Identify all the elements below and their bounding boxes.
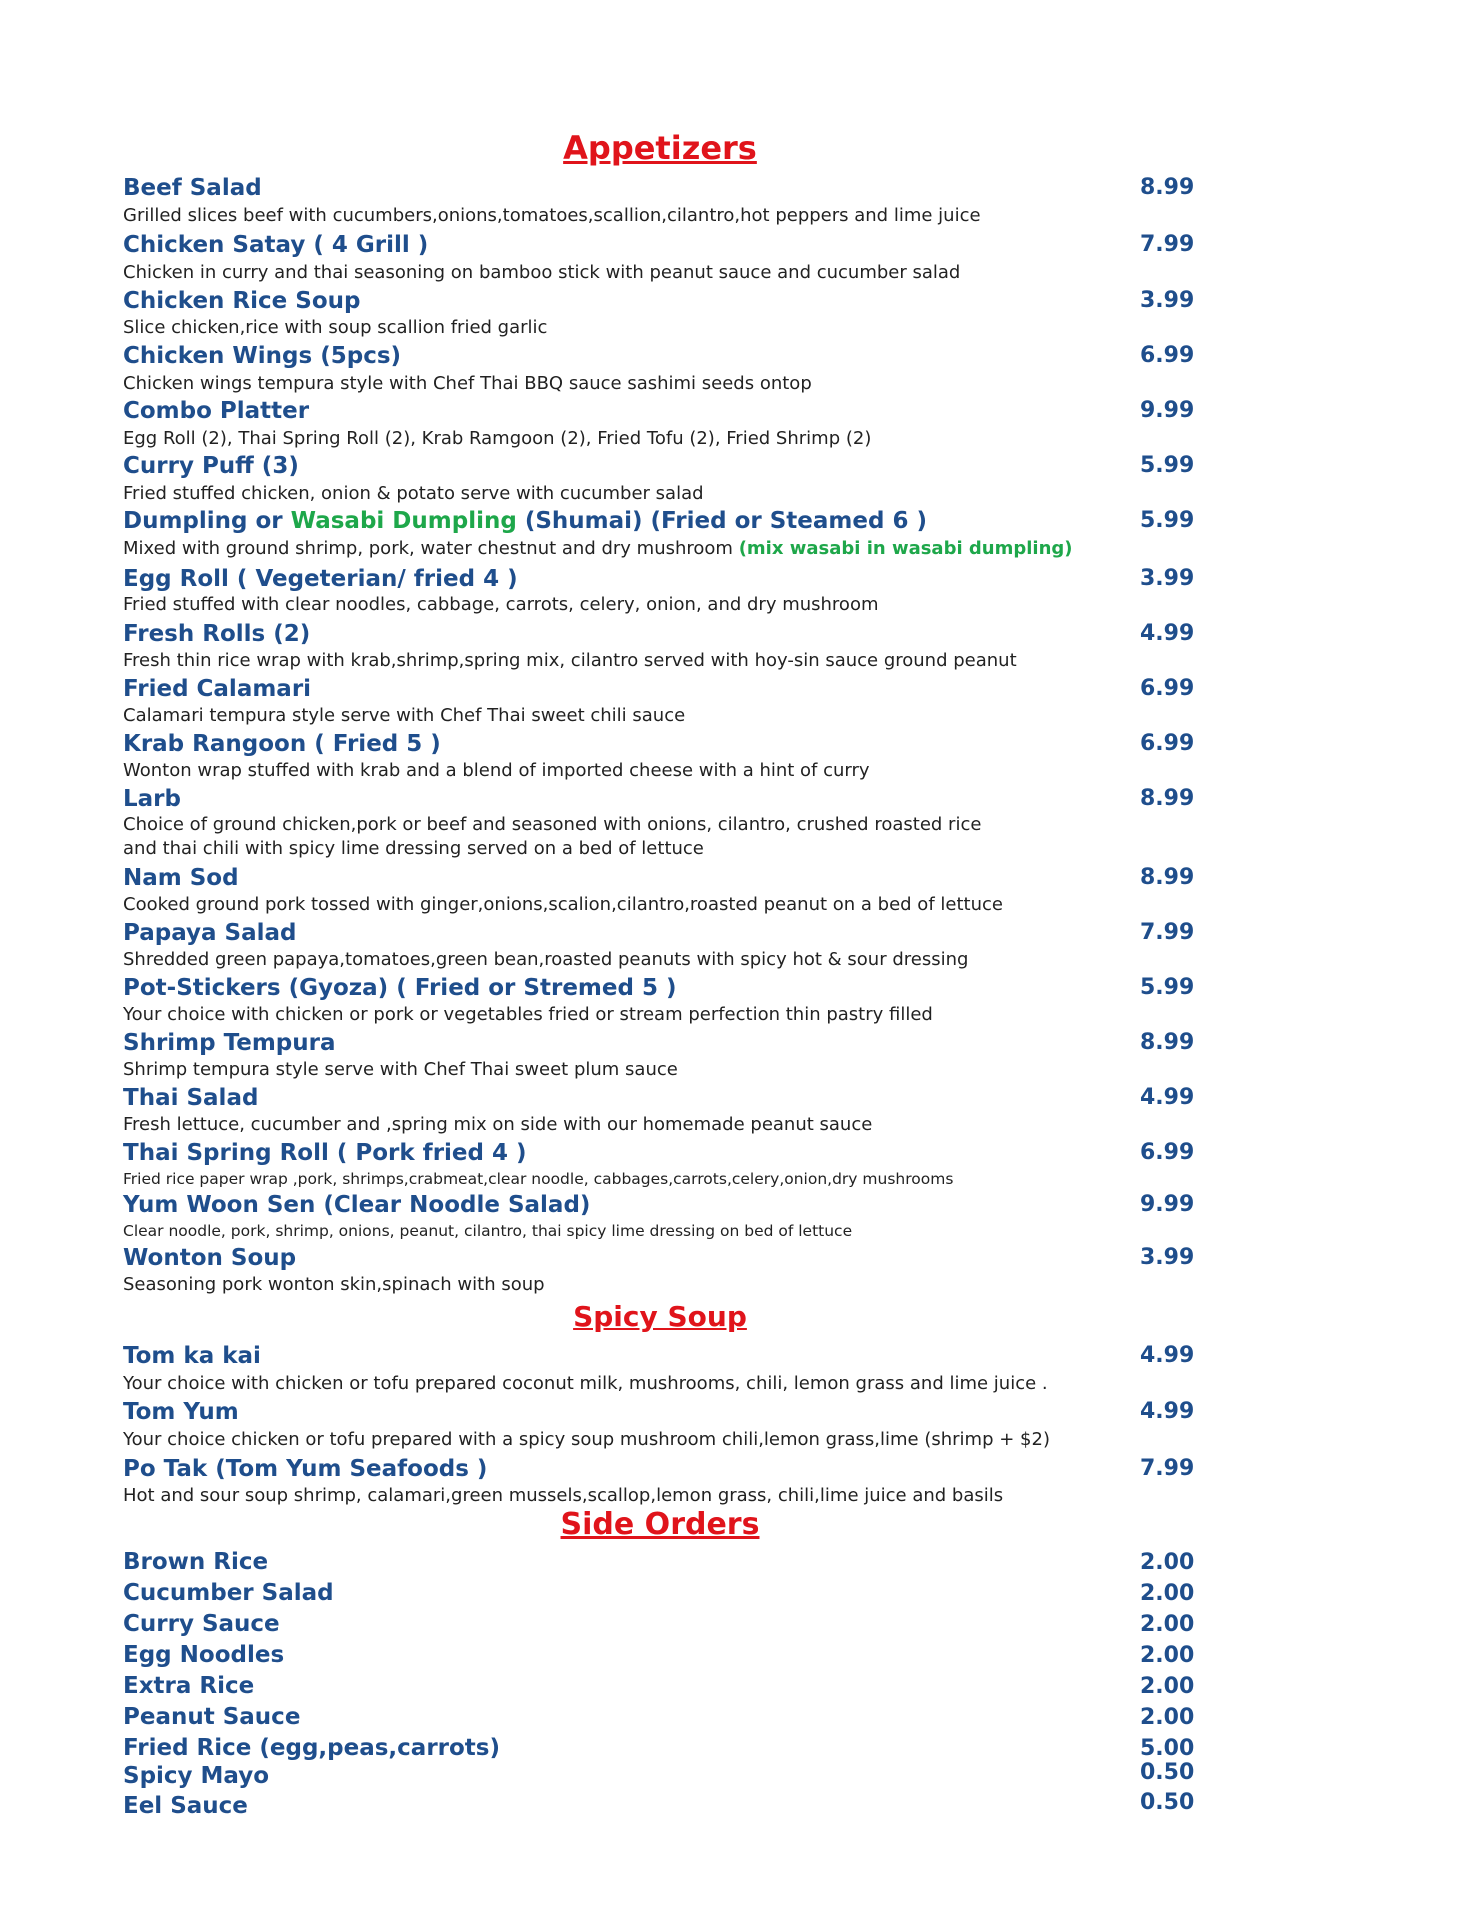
item-price: 2.00 [1140,1581,1195,1606]
item-name: Eel Sauce [123,1793,248,1819]
item-description: Calamari tempura style serve with Chef Thai sweet chili sauce [123,705,686,726]
item-description-highlight: (mix wasabi in wasabi dumpling) [738,538,1073,559]
item-name: Peanut Sauce [123,1704,301,1730]
section-heading-spicy-soup: Spicy Soup [573,1300,747,1333]
item-name: Wonton Soup [123,1245,297,1271]
item-name: Tom ka kai [123,1343,261,1369]
item-price: 4.99 [1140,621,1195,646]
item-description: and thai chili with spicy lime dressing served on a bed of lettuce [123,838,704,859]
item-description: Chicken in curry and thai seasoning on bamboo stick with peanut sauce and cucumber salad [123,262,961,283]
item-price: 6.99 [1140,1140,1195,1165]
section-heading-side-orders: Side Orders [560,1507,760,1542]
item-name-part: Dumpling or [123,508,283,534]
item-name: Tom Yum [123,1399,239,1425]
item-name: Nam Sod [123,865,239,891]
item-name: Combo Platter [123,398,310,424]
item-description: Wonton wrap stuffed with krab and a blend of imported cheese with a hint of curry [123,760,870,781]
item-price: 5.99 [1140,975,1195,1000]
item-name: Krab Rangoon ( Fried 5 ) [123,731,441,757]
item-description: Fresh lettuce, cucumber and ,spring mix on side with our homemade peanut sauce [123,1114,873,1135]
item-price: 9.99 [1140,398,1195,423]
item-price: 8.99 [1140,865,1195,890]
item-description: Your choice with chicken or pork or vegetables fried or stream perfection thin pastry filled [123,1004,933,1025]
item-description: Slice chicken,rice with soup scallion fried garlic [123,317,548,338]
item-name: Yum Woon Sen (Clear Noodle Salad) [123,1192,591,1218]
item-price: 9.99 [1140,1192,1195,1217]
item-description-part: Mixed with ground shrimp, pork, water chestnut and dry mushroom [123,538,733,559]
item-price: 5.00 [1140,1736,1195,1761]
item-price: 7.99 [1140,232,1195,257]
item-description: Hot and sour soup shrimp, calamari,green mussels,scallop,lemon grass, chili,lime juice and basils [123,1485,1004,1506]
item-name: Chicken Satay ( 4 Grill ) [123,232,429,258]
item-description: Fried stuffed chicken, onion & potato serve with cucumber salad [123,483,704,504]
item-name: Chicken Wings (5pcs) [123,343,402,369]
item-name-part: (Shumai) (Fried or Steamed 6 ) [524,508,927,534]
item-price: 2.00 [1140,1643,1195,1668]
item-name: Brown Rice [123,1549,269,1575]
item-price: 8.99 [1140,786,1195,811]
item-price: 2.00 [1140,1705,1195,1730]
item-name: Thai Salad [123,1085,259,1111]
item-price: 2.00 [1140,1550,1195,1575]
item-description: Clear noodle, pork, shrimp, onions, peanut, cilantro, thai spicy lime dressing on bed of lettuce [123,1222,853,1240]
item-name: Egg Roll ( Vegeterian/ fried 4 ) [123,566,518,592]
item-price: 2.00 [1140,1612,1195,1637]
item-name: Thai Spring Roll ( Pork fried 4 ) [123,1140,527,1166]
item-description: Fried rice paper wrap ,pork, shrimps,crabmeat,clear noodle, cabbages,carrots,celery,onion,dry mushrooms [123,1170,954,1188]
item-name: Spicy Mayo [123,1763,270,1789]
item-price: 4.99 [1140,1343,1195,1368]
item-name: Egg Noodles [123,1642,285,1668]
item-price: 7.99 [1140,920,1195,945]
item-price: 5.99 [1140,453,1195,478]
item-name: Cucumber Salad [123,1580,334,1606]
item-description: Fried stuffed with clear noodles, cabbage, carrots, celery, onion, and dry mushroom [123,594,879,615]
item-price: 0.50 [1140,1760,1195,1785]
item-name: Beef Salad [123,175,262,201]
item-name: Curry Puff (3) [123,453,299,479]
item-description: Grilled slices beef with cucumbers,onions,tomatoes,scallion,cilantro,hot peppers and lime juice [123,205,981,226]
item-name: Fresh Rolls (2) [123,621,311,647]
item-name: Shrimp Tempura [123,1030,336,1056]
item-name-highlight: Wasabi Dumpling [290,508,517,534]
item-price: 3.99 [1140,566,1195,591]
section-heading-appetizers: Appetizers [563,129,757,167]
item-price: 4.99 [1140,1399,1195,1424]
item-description [123,537,1073,561]
item-name: Fried Calamari [123,676,312,702]
item-price: 0.50 [1140,1790,1195,1815]
item-price: 6.99 [1140,676,1195,701]
item-name: Po Tak (Tom Yum Seafoods ) [123,1456,488,1482]
item-description: Egg Roll (2), Thai Spring Roll (2), Krab Ramgoon (2), Fried Tofu (2), Fried Shrimp (2) [123,428,872,449]
item-description: Fresh thin rice wrap with krab,shrimp,spring mix, cilantro served with hoy-sin sauce ground peanut [123,650,1017,671]
item-name: Larb [123,786,181,812]
item-name: Fried Rice (egg,peas,carrots) [123,1735,500,1761]
item-description: Your choice chicken or tofu prepared with a spicy soup mushroom chili,lemon grass,lime (shrimp + $2) [123,1429,1050,1450]
item-name: Papaya Salad [123,920,297,946]
item-name: Curry Sauce [123,1611,280,1637]
item-description: Shredded green papaya,tomatoes,green bean,roasted peanuts with spicy hot & sour dressing [123,949,969,970]
item-price: 8.99 [1140,175,1195,200]
item-description: Shrimp tempura style serve with Chef Thai sweet plum sauce [123,1059,678,1080]
item-price: 7.99 [1140,1456,1195,1481]
item-name: Extra Rice [123,1673,255,1699]
item-price: 4.99 [1140,1085,1195,1110]
item-description: Chicken wings tempura style with Chef Thai BBQ sauce sashimi seeds ontop [123,373,812,394]
item-price: 6.99 [1140,731,1195,756]
item-name: Chicken Rice Soup [123,288,361,314]
item-description: Your choice with chicken or tofu prepared coconut milk, mushrooms, chili, lemon grass and lime juice . [123,1373,1048,1394]
item-description: Cooked ground pork tossed with ginger,onions,scalion,cilantro,roasted peanut on a bed of lettuce [123,894,1003,915]
item-name: Pot-Stickers (Gyoza) ( Fried or Stremed 5 ) [123,975,677,1001]
item-price: 5.99 [1140,508,1195,533]
item-price: 2.00 [1140,1674,1195,1699]
item-description: Seasoning pork wonton skin,spinach with soup [123,1274,545,1295]
item-name [123,507,927,535]
item-description: Choice of ground chicken,pork or beef and seasoned with onions, cilantro, crushed roasted rice [123,814,982,835]
item-price: 8.99 [1140,1030,1195,1055]
item-price: 3.99 [1140,1245,1195,1270]
item-price: 3.99 [1140,288,1195,313]
item-price: 6.99 [1140,343,1195,368]
